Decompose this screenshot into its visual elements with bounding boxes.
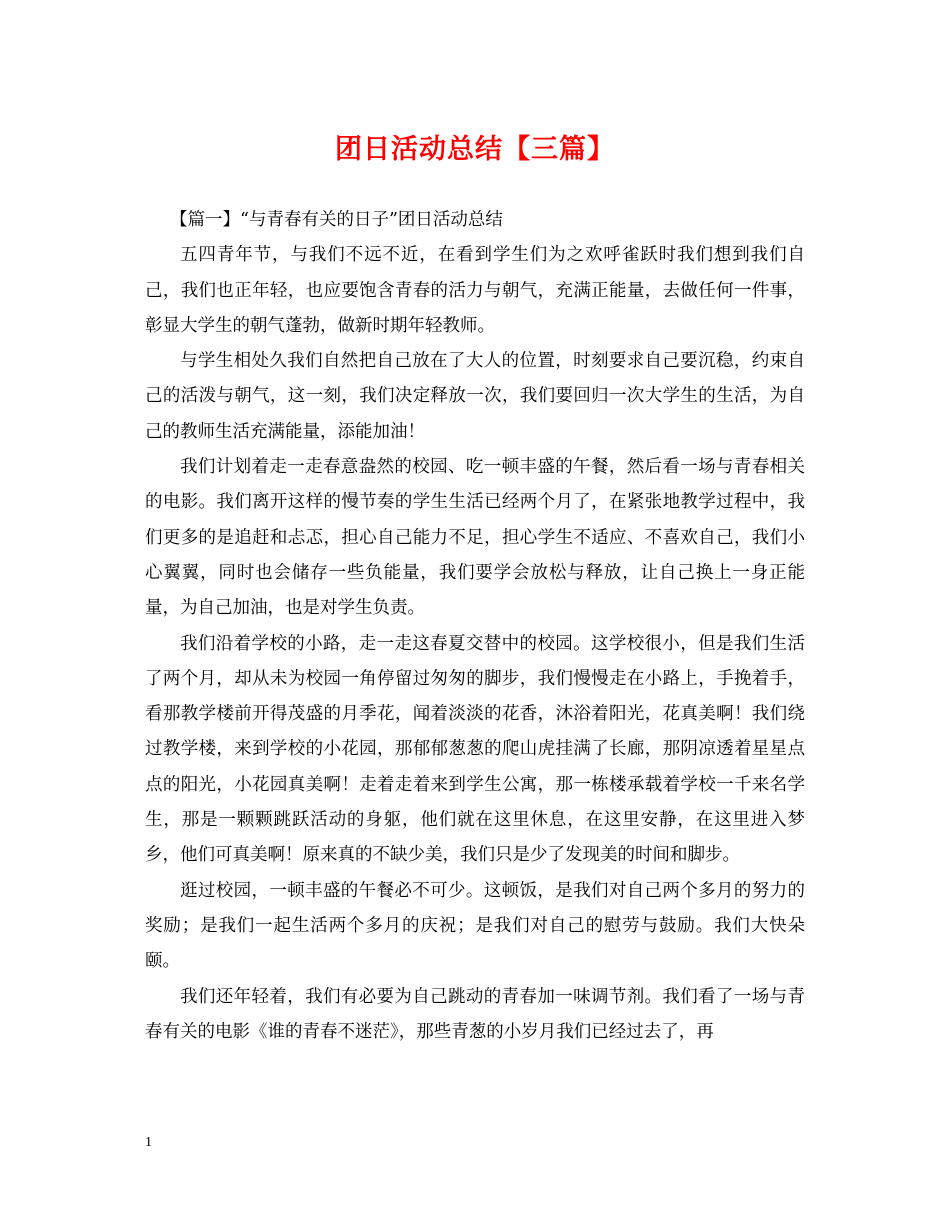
section-heading: 【篇一】“与青春有关的日子”团日活动总结 bbox=[170, 210, 503, 230]
page-number: 1 bbox=[145, 1135, 152, 1150]
document-title: 团日活动总结【三篇】 bbox=[335, 134, 615, 165]
paragraph-6: 我们还年轻着，我们有必要为自己跳动的青春加一味调节剂。我们看了一场与青春有关的电影《谁的青春不迷茫》，那些青葱的小岁月我们已经过去了，再 bbox=[145, 986, 805, 1042]
paragraph-4: 我们沿着学校的小路，走一走这春夏交替中的校园。这学校很小，但是我们生活了两个月，却从未为校园一角停留过匆匆的脚步，我们慢慢走在小路上，手挽着手，看那教学楼前开得茂盛的月季花，闻着淡淡的花香，沐浴着阳光，花真美啊！我们绕过教学楼，来到学校的小花园，那郁郁葱葱的爬山虎挂满了长廊，那阴凉透着星星点点的阳光，小花园真美啊！走着走着来到学生公寓，那一栋楼承载着学校一千来名学生，那是一颗颗跳跃活动的身躯，他们就在这里休息，在这里安静，在这里进入梦乡，他们可真美啊！原来真的不缺少美，我们只是少了发现美的时间和脚步。 bbox=[145, 633, 805, 866]
paragraph-1: 五四青年节，与我们不远不近，在看到学生们为之欢呼雀跃时我们想到我们自己，我们也正年轻，也应要饱含青春的活力与朝气，充满正能量，去做任何一件事，彰显大学生的朝气蓬勃，做新时期年轻教师。 bbox=[145, 245, 805, 336]
paragraph-2: 与学生相处久我们自然把自己放在了大人的位置，时刻要求自己要沉稳，约束自己的活泼与朝气，这一刻，我们决定释放一次，我们要回归一次大学生的生活，为自己的教师生活充满能量，添能加油！ bbox=[145, 351, 805, 442]
paragraph-5: 逛过校园，一顿丰盛的午餐必不可少。这顿饭，是我们对自己两个多月的努力的奖励；是我们一起生活两个多月的庆祝；是我们对自己的慰劳与鼓励。我们大快朵颐。 bbox=[145, 880, 805, 972]
paragraph-3: 我们计划着走一走春意盎然的校园、吃一顿丰盛的午餐，然后看一场与青春相关的电影。我们离开这样的慢节奏的学生生活已经两个月了，在紧张地教学过程中，我们更多的是追赶和忐忑，担心自己能力不足，担心学生不适应、不喜欢自己，我们小心翼翼，同时也会储存一些负能量，我们要学会放松与释放，让自己换上一身正能量，为自己加油，也是对学生负责。 bbox=[145, 457, 805, 619]
document-body bbox=[145, 203, 805, 1050]
